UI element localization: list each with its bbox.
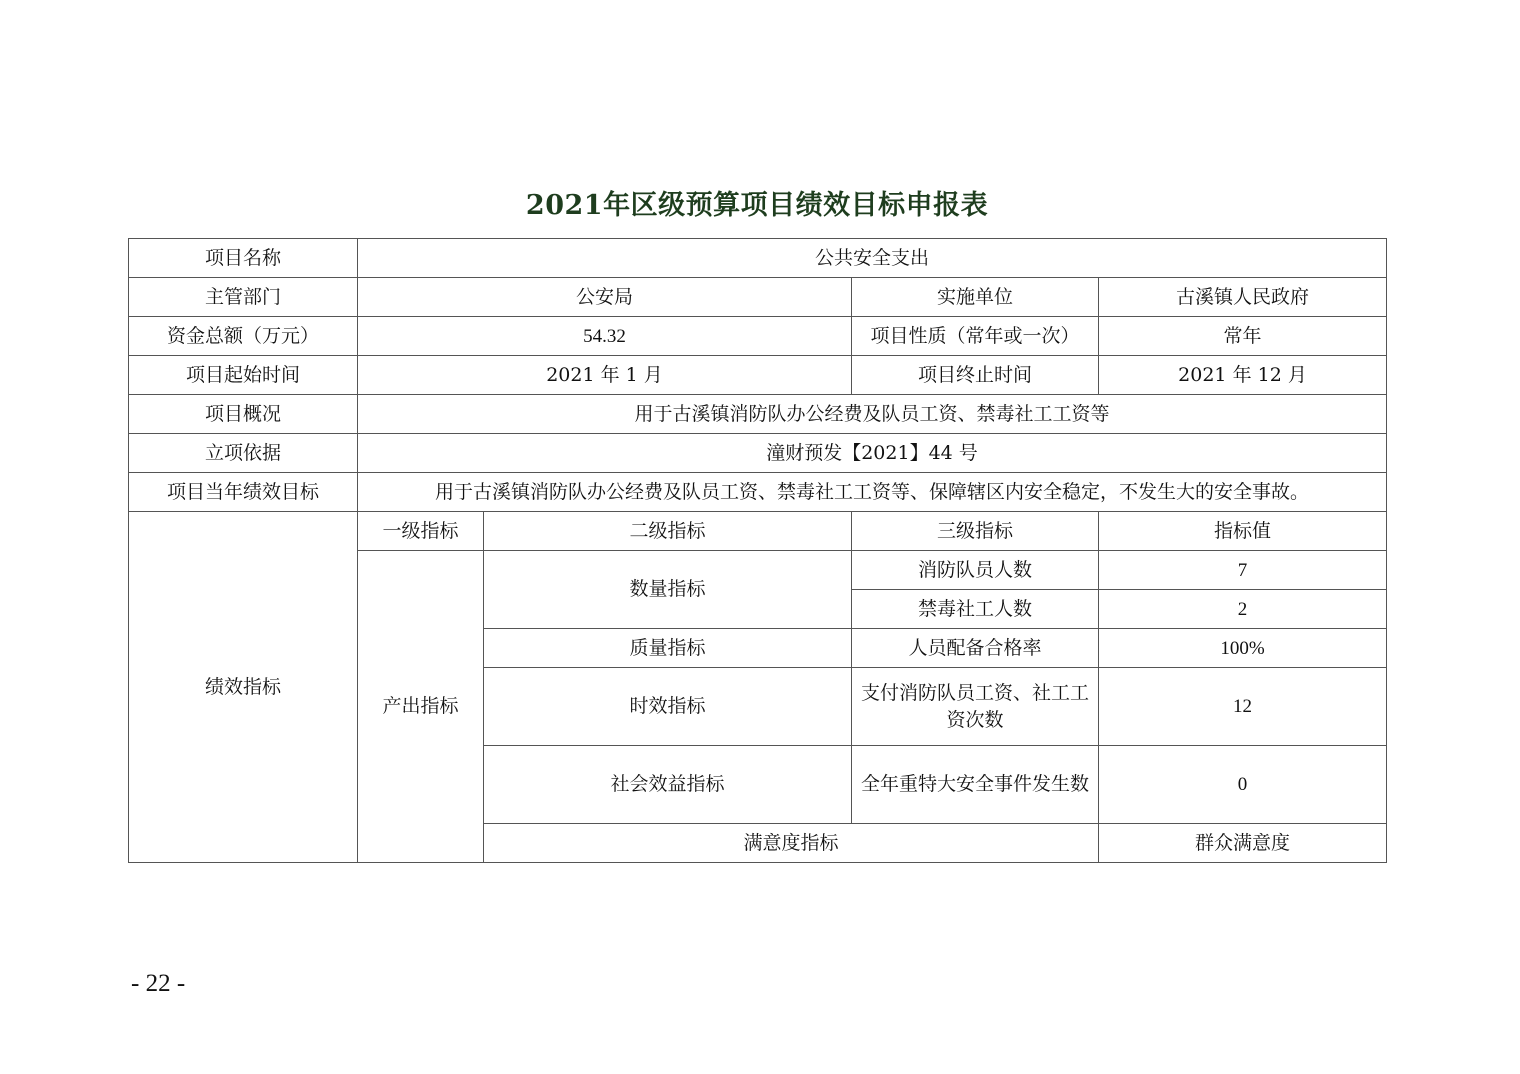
basis-label: 立项依据 xyxy=(129,434,358,473)
row-project-name xyxy=(129,239,1387,278)
row-overview xyxy=(129,395,1387,434)
row-funds xyxy=(129,317,1387,356)
overview-label: 项目概况 xyxy=(129,395,358,434)
staffing-rate-label: 人员配备合格率 xyxy=(852,629,1099,668)
quality-indicator-label: 质量指标 xyxy=(484,629,852,668)
major-incidents-label: 全年重特大安全事件发生数 xyxy=(852,746,1099,824)
start-time-value: 2021 年 1 月 xyxy=(358,356,852,395)
row-period xyxy=(129,356,1387,395)
satisfaction-indicator-label: 满意度指标 xyxy=(484,824,1099,863)
basis-value: 潼财预发【2021】44 号 xyxy=(358,434,1387,473)
overview-value: 用于古溪镇消防队办公经费及队员工资、禁毒社工工资等 xyxy=(358,395,1387,434)
header-level3: 三级指标 xyxy=(852,512,1099,551)
project-nature-value: 常年 xyxy=(1099,317,1387,356)
project-nature-label: 项目性质（常年或一次） xyxy=(852,317,1099,356)
annual-goal-value: 用于古溪镇消防队办公经费及队员工资、禁毒社工工资等、保障辖区内安全稳定，不发生大的安全事故。 xyxy=(358,473,1387,512)
header-level1: 一级指标 xyxy=(358,512,484,551)
project-name-label: 项目名称 xyxy=(129,239,358,278)
row-basis xyxy=(129,434,1387,473)
output-indicator-label: 产出指标 xyxy=(358,551,484,863)
start-time-label: 项目起始时间 xyxy=(129,356,358,395)
performance-target-table xyxy=(128,238,1387,863)
major-incidents-value: 0 xyxy=(1099,746,1387,824)
row-indicator-headers xyxy=(129,512,1387,551)
row-annual-goal xyxy=(129,473,1387,512)
timeliness-indicator-label: 时效指标 xyxy=(484,668,852,746)
firefighter-count-label: 消防队员人数 xyxy=(852,551,1099,590)
performance-indicators-label: 绩效指标 xyxy=(129,512,358,863)
social-benefit-indicator-label: 社会效益指标 xyxy=(484,746,852,824)
total-funds-value: 54.32 xyxy=(358,317,852,356)
payment-times-label: 支付消防队员工资、社工工资次数 xyxy=(852,668,1099,746)
row-department xyxy=(129,278,1387,317)
quantity-indicator-label: 数量指标 xyxy=(484,551,852,629)
staffing-rate-value: 100% xyxy=(1099,629,1387,668)
project-name-value: 公共安全支出 xyxy=(358,239,1387,278)
end-time-label: 项目终止时间 xyxy=(852,356,1099,395)
header-level2: 二级指标 xyxy=(484,512,852,551)
total-funds-label: 资金总额（万元） xyxy=(129,317,358,356)
department-label: 主管部门 xyxy=(129,278,358,317)
social-worker-count-label: 禁毒社工人数 xyxy=(852,590,1099,629)
payment-times-value: 12 xyxy=(1099,668,1387,746)
implementing-unit-label: 实施单位 xyxy=(852,278,1099,317)
department-value: 公安局 xyxy=(358,278,852,317)
page-number: - 22 - xyxy=(131,970,186,997)
public-satisfaction-label: 群众满意度 xyxy=(1099,824,1387,863)
implementing-unit-value: 古溪镇人民政府 xyxy=(1099,278,1387,317)
header-value: 指标值 xyxy=(1099,512,1387,551)
end-time-value: 2021 年 12 月 xyxy=(1099,356,1387,395)
document-title: 2021年区级预算项目绩效目标申报表 xyxy=(525,190,989,221)
annual-goal-label: 项目当年绩效目标 xyxy=(129,473,358,512)
firefighter-count-value: 7 xyxy=(1099,551,1387,590)
social-worker-count-value: 2 xyxy=(1099,590,1387,629)
